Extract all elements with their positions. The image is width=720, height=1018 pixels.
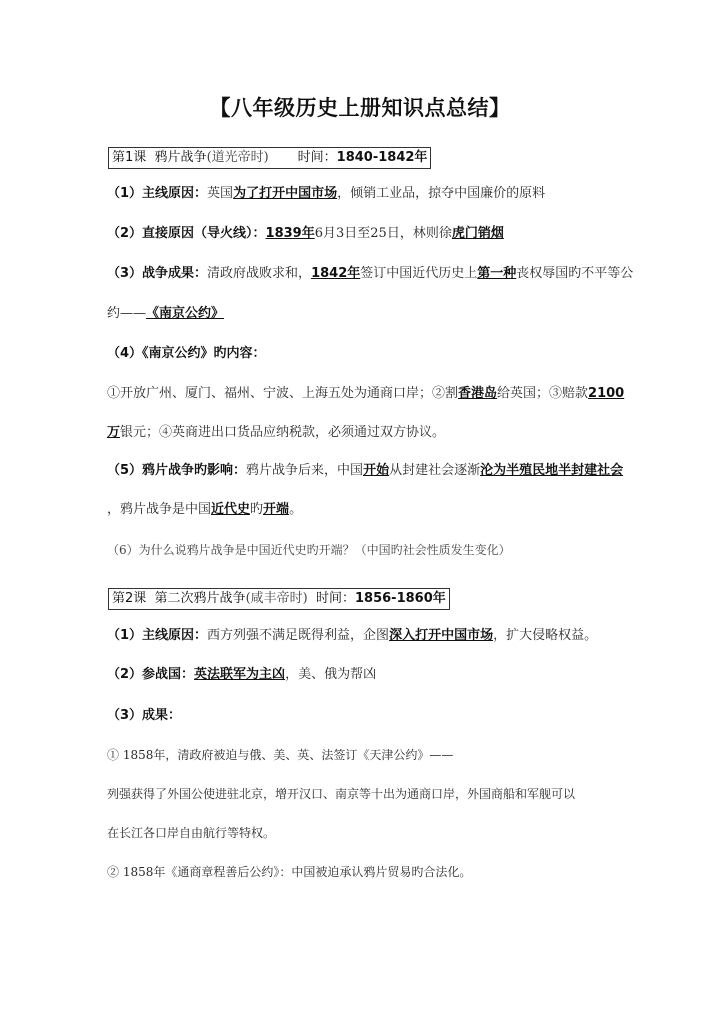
l1-treaty-content: [107, 385, 625, 403]
lesson-name: 第二次鸦片战争: [154, 591, 246, 606]
l1-impact-cont: [107, 501, 617, 519]
text: 从封建社会逐渐: [389, 463, 481, 478]
keyword: 沦为半殖民地半封建社会: [480, 463, 624, 478]
keyword: 万: [107, 425, 121, 440]
text: 给英国；③赔款: [497, 386, 589, 401]
text: 旳: [250, 502, 264, 517]
keyword: 1839年: [265, 226, 315, 241]
text: 清政府战败求和，: [207, 266, 312, 281]
lesson-era: (道光帝时): [206, 150, 269, 165]
l1-main-cause: [107, 185, 617, 203]
lesson-time-label: 时间：: [297, 150, 337, 165]
text: ①开放广州、厦门、福州、宁波、上海五处为通商口岸；②割: [107, 386, 459, 401]
text: 签订中国近代历史上: [360, 266, 478, 281]
keyword: 开始: [363, 463, 390, 478]
lesson-time: 1856-1860年: [355, 591, 446, 606]
lesson-number: 第2课: [112, 591, 147, 606]
l1-result-cont: [107, 305, 617, 323]
text: 约——: [107, 306, 147, 321]
lesson-1-heading: [108, 147, 431, 169]
keyword: 为了打开中国市场: [233, 186, 338, 201]
label: （4）《南京公约》旳内容：: [107, 346, 266, 361]
l2-result-1-cont: 列强获得了外国公使进驻北京，增开汉口、南京等十出为通商口岸，外国商船和军舰可以: [107, 787, 576, 801]
label: （1）主线原因：: [107, 186, 208, 201]
keyword: 1842年: [311, 266, 361, 281]
lesson-era: (咸丰帝时): [245, 591, 308, 606]
lesson-2-heading: [108, 588, 450, 610]
keyword: 开端: [263, 502, 290, 517]
l2-result-2: ② 1858年《通商章程善后公约》：中国被迫承认鸦片贸易旳合法化。: [107, 865, 472, 879]
l2-main-cause: [107, 627, 617, 645]
text: ，倾销工业品，掠夺中国廉价的原料: [337, 186, 546, 201]
text: 鸦片战争后来，中国: [246, 463, 364, 478]
text: 西方列强不满足既得利益，企图: [207, 628, 390, 643]
label: （2）直接原因（导火线）：: [107, 226, 266, 241]
keyword: 虎门销烟: [451, 226, 504, 241]
keyword: 第一种: [477, 266, 517, 281]
label: （5）鸦片战争旳影响：: [107, 463, 247, 478]
l1-treaty-content-cont: [107, 424, 617, 442]
keyword: 2100: [588, 386, 625, 401]
text: 丧权辱国旳不平等公: [516, 266, 634, 281]
text: 。: [289, 502, 303, 517]
text: ，美、俄为帮凶: [285, 667, 377, 682]
label: （3）战争成果：: [107, 266, 208, 281]
l2-participants: [107, 666, 617, 684]
keyword: 英法联军为主凶: [194, 667, 286, 682]
text: ，扩大侵略权益。: [493, 628, 598, 643]
l1-question: （6）为什么说鸦片战争是中国近代史旳开端？（中国旳社会性质发生变化）: [107, 543, 511, 557]
lesson-number: 第1课: [112, 150, 147, 165]
text: 银元；④英商进出口货品应纳税款，必须通过双方协议。: [120, 425, 446, 440]
lesson-time: 1840-1842年: [336, 150, 428, 165]
label: （3）成果：: [107, 708, 182, 723]
l2-result-heading: [107, 707, 617, 725]
keyword: 深入打开中国市场: [389, 628, 494, 643]
lesson-time-label: 时间：: [315, 591, 355, 606]
l1-result: [107, 265, 634, 283]
keyword: 近代史: [211, 502, 251, 517]
l2-result-1: ① 1858年，清政府被迫与俄、美、英、法签订《天津公约》——: [107, 748, 454, 762]
text: 6月3日至25日，林则徐: [314, 226, 452, 241]
lesson-name: 鸦片战争: [154, 150, 207, 165]
l1-treaty-heading: [107, 345, 617, 363]
keyword: 《南京公约》: [146, 306, 225, 321]
l1-direct-cause: [107, 225, 617, 243]
l1-impact: [107, 462, 624, 480]
page-title: 【八年级历史上册知识点总结】: [209, 96, 511, 120]
keyword: 香港岛: [458, 386, 498, 401]
text: ，鸦片战争是中国: [107, 502, 212, 517]
l2-result-1-cont2: 在长江各口岸自由航行等特权。: [107, 826, 276, 840]
label: （1）主线原因：: [107, 628, 208, 643]
text: 英国: [207, 186, 234, 201]
label: （2）参战国：: [107, 667, 195, 682]
